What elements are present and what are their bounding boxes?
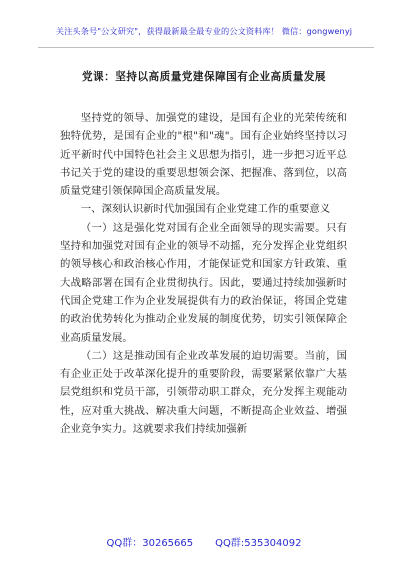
- footer-contacts: [0, 534, 408, 549]
- header-divider: [38, 47, 374, 48]
- paragraph-intro: 坚持党的领导、加强党的建设，是国有企业的光荣传统和独特优势，是国有企业的"根"和"魂"。国有企业始终坚持以习近平新时代中国特色社会主义思想为指引，进一步把习近平总书记关于党的建设的重要思想领会深、把握准、落到位，以高质量党建引领保障国企高质量发展。: [60, 112, 347, 198]
- header-promo-note: 关注头条号"公文研究"，获得最新最全最专业的公文资料库！ 微信：gongwenyj: [55, 26, 353, 36]
- document-title: 党课：坚持以高质量党建保障国有企业高质量发展: [81, 71, 327, 83]
- footer-qq-group-1: QQ群：30265665: [106, 538, 194, 549]
- paragraph-point-1: （一）这是强化党对国有企业全面领导的现实需要。只有坚持和加强党对国有企业的领导不动摇，充分发挥企业党组织的领导核心和政治核心作用，才能保证党和国家方针政策、重大战略部署在国有企业贯彻执行。因此，要通过持续加强新时代国企党建工作为企业发展提供有力的政治保证，将国企党建的政治优势转化为推动企业发展的制度优势，切实引领保障企业高质量发展。: [60, 221, 347, 344]
- footer-qq-group-2: QQ群:535304092: [215, 538, 302, 549]
- section-heading-1: 一、深刻认识新时代加强国有企业党建工作的重要意义: [80, 203, 331, 216]
- paragraph-point-2: （二）这是推动国有企业改革发展的迫切需要。当前，国有企业正处于改革深化提升的重要阶段，需要紧紧依靠广大基层党组织和党员干部，引领带动职工群众，充分发挥主观能动性，应对重大挑战、解决重大问题，不断提高企业效益、增强企业竞争实力。这就要求我们持续加强新: [60, 349, 347, 436]
- document-body: [60, 109, 347, 438]
